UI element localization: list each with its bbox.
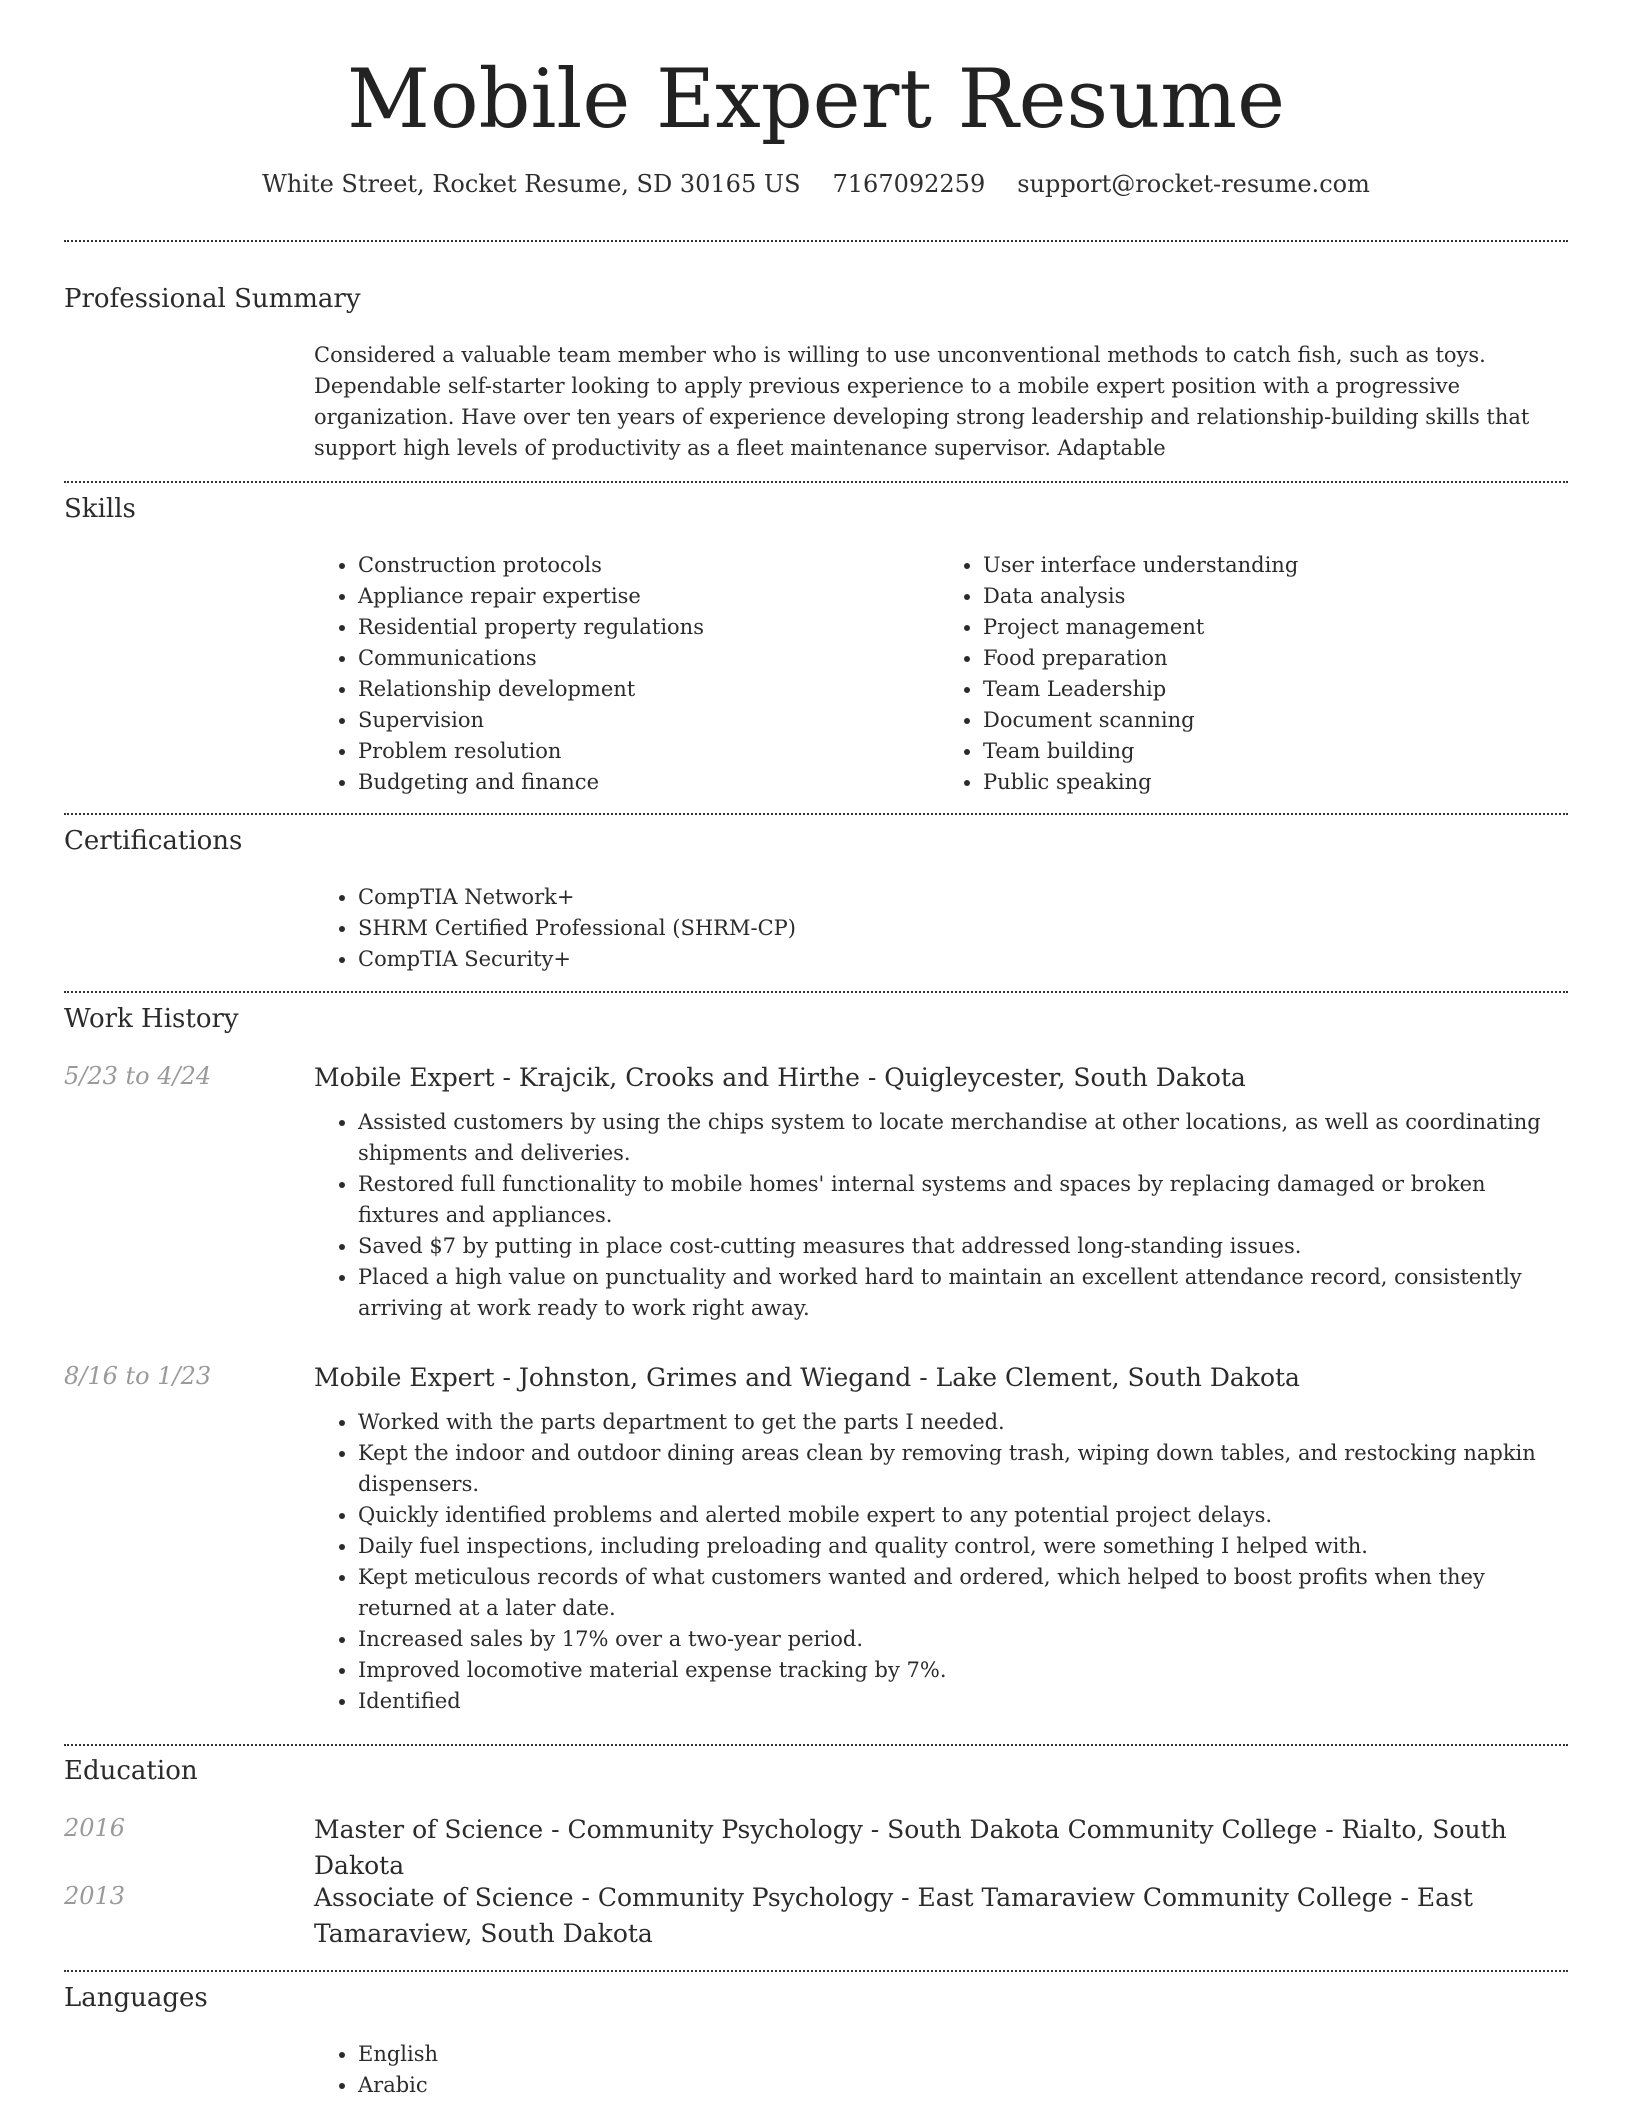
list-item: • Daily fuel inspections, including preloading and quality control, were something I helped with.	[358, 1531, 1564, 1562]
list-item: • Communications	[358, 643, 939, 674]
list-item: • Public speaking	[983, 767, 1564, 798]
resume-header	[0, 0, 1632, 198]
list-item: • CompTIA Network+	[358, 882, 1564, 913]
section-divider	[64, 481, 1568, 483]
list-item: • Team Leadership	[983, 674, 1564, 705]
section-divider	[64, 1970, 1568, 1972]
list-item: • SHRM Certified Professional (SHRM-CP)	[358, 913, 1564, 944]
summary-title: Professional Summary	[64, 284, 361, 314]
education-title: Education	[64, 1756, 198, 1786]
education-date: 2016	[64, 1814, 126, 1842]
list-item: • Team building	[983, 736, 1564, 767]
contact-email: support@rocket-resume.com	[1017, 170, 1370, 198]
list-item: • Kept the indoor and outdoor dining areas clean by removing trash, wiping down tables, and restocking napkin dispensers.	[358, 1438, 1564, 1500]
certifications-list	[314, 882, 1564, 975]
list-item: • Problem resolution	[358, 736, 939, 767]
list-item: • Data analysis	[983, 581, 1564, 612]
summary-content	[314, 340, 1564, 464]
skills-grid	[314, 550, 1564, 798]
list-item: • Residential property regulations	[358, 612, 939, 643]
list-item: • Food preparation	[983, 643, 1564, 674]
list-item: • Assisted customers by using the chips system to locate merchandise at other locations, as well as coordinating shipments and deliveries.	[358, 1107, 1564, 1169]
list-item: • Identified	[358, 1686, 1564, 1717]
section-divider	[64, 240, 1568, 242]
list-item: • Improved locomotive material expense tracking by 7%.	[358, 1655, 1564, 1686]
work-title: Work History	[64, 1004, 239, 1034]
list-item: • Worked with the parts department to get the parts I needed.	[358, 1407, 1564, 1438]
list-item: • Saved $7 by putting in place cost-cutting measures that addressed long-standing issues.	[358, 1231, 1564, 1262]
list-item: • English	[358, 2039, 1564, 2070]
list-item: • CompTIA Security+	[358, 944, 1564, 975]
job-entry	[314, 1360, 1564, 1717]
list-item: • Appliance repair expertise	[358, 581, 939, 612]
list-item: • Document scanning	[983, 705, 1564, 736]
skills-title: Skills	[64, 494, 136, 524]
skills-content	[314, 550, 1564, 798]
list-item: • Placed a high value on punctuality and worked hard to maintain an excellent attendance record, consistently arriving at work ready to work right away.	[358, 1262, 1564, 1324]
section-divider	[64, 813, 1568, 815]
list-item: • Kept meticulous records of what customers wanted and ordered, which helped to boost profits when they returned at a later date.	[358, 1562, 1564, 1624]
education-entry	[314, 1880, 1564, 1952]
job-date: 5/23 to 4/24	[64, 1062, 212, 1090]
job-date: 8/16 to 1/23	[64, 1362, 212, 1390]
education-heading: Master of Science - Community Psychology - South Dakota Community College - Rialto, South Dakota	[314, 1815, 1507, 1880]
education-entry	[314, 1812, 1564, 1884]
list-item: • Quickly identified problems and alerted mobile expert to any potential project delays.	[358, 1500, 1564, 1531]
list-item: • Restored full functionality to mobile homes' internal systems and spaces by replacing damaged or broken fixtures and appliances.	[358, 1169, 1564, 1231]
skills-list-left	[314, 550, 939, 798]
list-item: • Project management	[983, 612, 1564, 643]
education-heading: Associate of Science - Community Psychology - East Tamaraview Community College - East Tamaraview, South Dakota	[314, 1883, 1473, 1948]
list-item: • Relationship development	[358, 674, 939, 705]
languages-title: Languages	[64, 1983, 208, 2013]
list-item: • Arabic	[358, 2070, 1564, 2101]
languages-content	[314, 2039, 1564, 2101]
list-item: • Budgeting and finance	[358, 767, 939, 798]
list-item: • Supervision	[358, 705, 939, 736]
resume-name: Mobile Expert Resume	[346, 53, 1286, 147]
education-date: 2013	[64, 1882, 126, 1910]
certifications-title: Certifications	[64, 826, 243, 856]
job-bullets	[314, 1407, 1564, 1717]
summary-text: Considered a valuable team member who is willing to use unconventional methods to catch fish, such as toys. Dependable self-starter looking to apply previous experience to a mobile expert position with a progressive organization. Have over ten years of experience developing strong leadership and relationship-building skills that support high levels of productivity as a fleet maintenance supervisor. Adaptable	[314, 343, 1530, 460]
job-heading: Mobile Expert - Johnston, Grimes and Wiegand - Lake Clement, South Dakota	[314, 1363, 1300, 1392]
skills-list-right	[939, 550, 1564, 798]
section-divider	[64, 991, 1568, 993]
languages-list	[314, 2039, 1564, 2101]
certifications-content	[314, 882, 1564, 975]
contact-line	[0, 170, 1632, 198]
contact-address: White Street, Rocket Resume, SD 30165 US	[262, 170, 801, 198]
list-item: • User interface understanding	[983, 550, 1564, 581]
section-divider	[64, 1744, 1568, 1746]
job-bullets	[314, 1107, 1564, 1324]
list-item: • Increased sales by 17% over a two-year period.	[358, 1624, 1564, 1655]
list-item: • Construction protocols	[358, 550, 939, 581]
job-entry	[314, 1060, 1564, 1324]
contact-phone: 7167092259	[832, 170, 986, 198]
job-heading: Mobile Expert - Krajcik, Crooks and Hirthe - Quigleycester, South Dakota	[314, 1063, 1246, 1092]
